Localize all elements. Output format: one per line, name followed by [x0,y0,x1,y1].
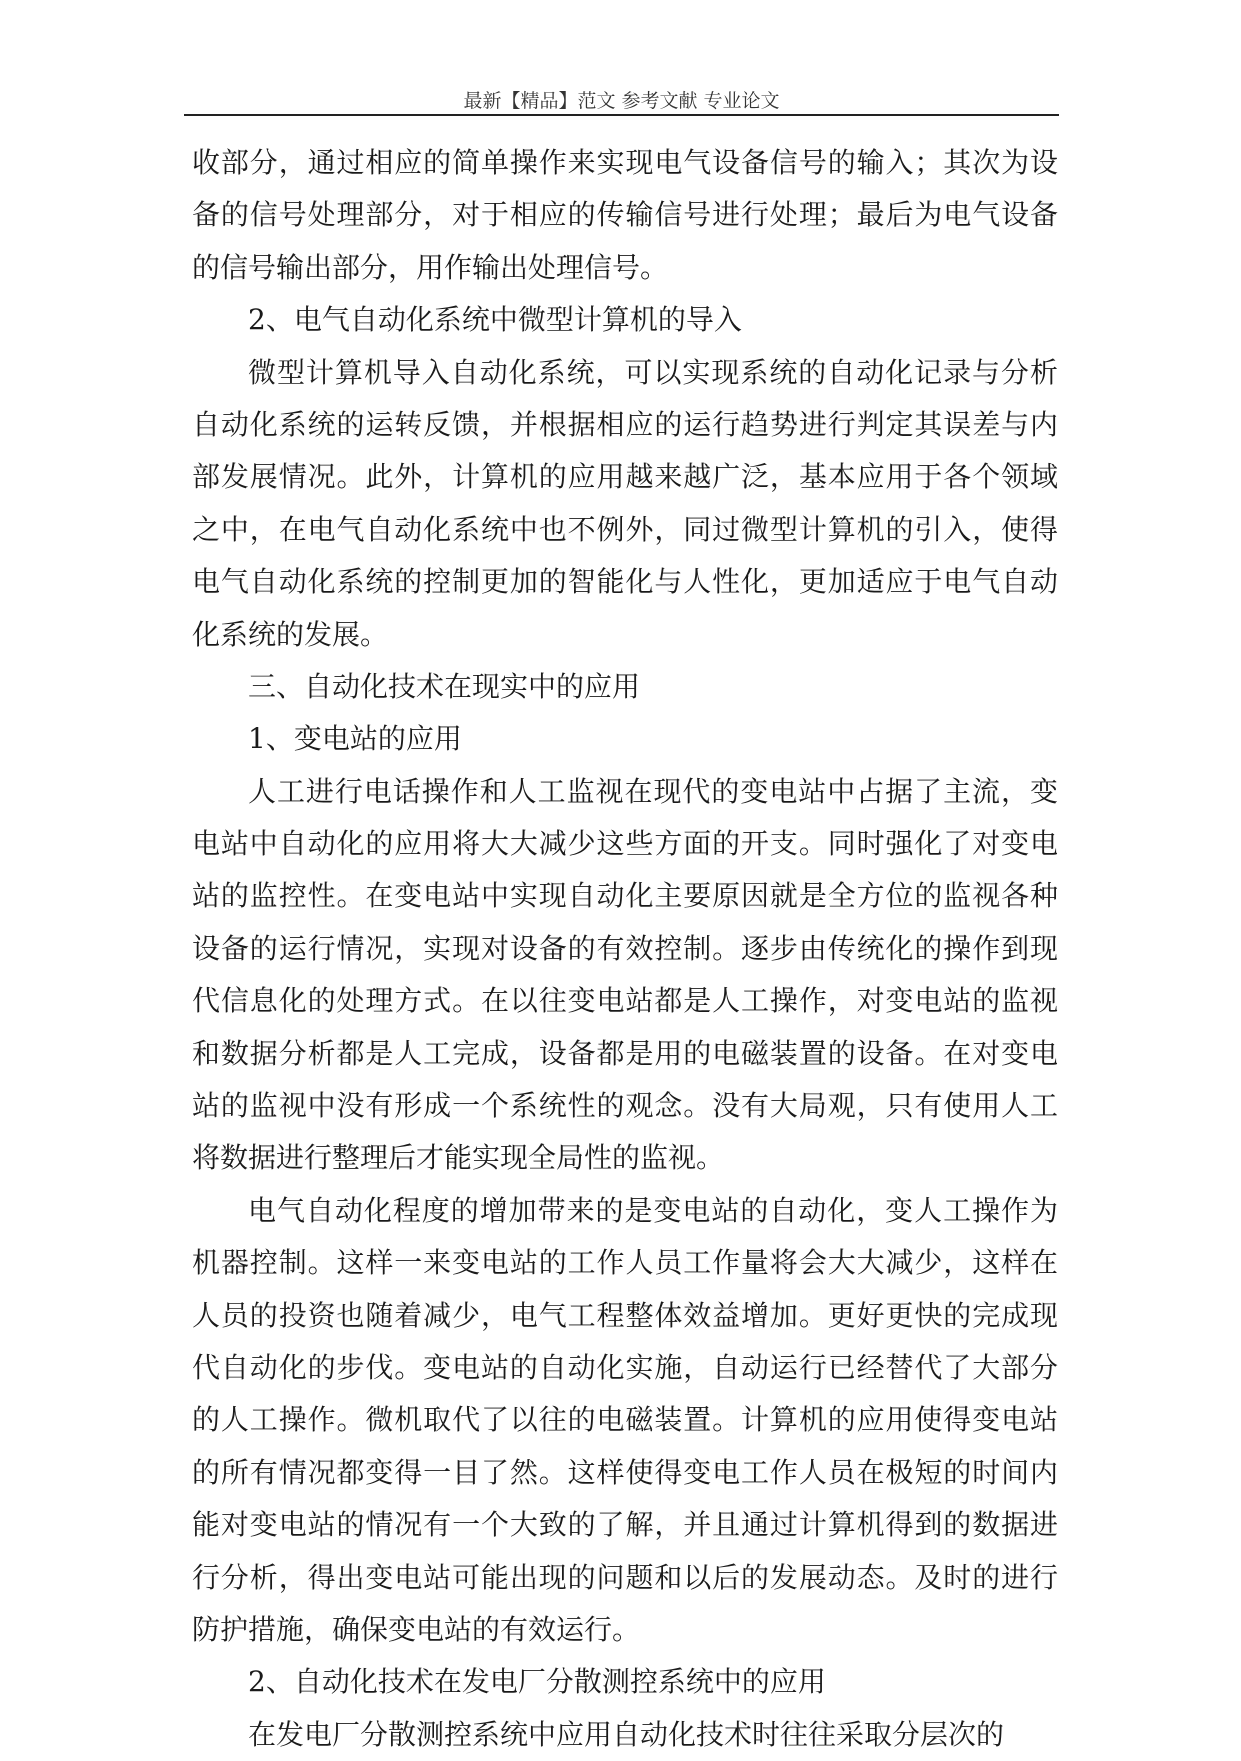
text-line: 人员的投资也随着减少，电气工程整体效益增加。更好更快的完成现 [192,1298,1058,1332]
text-line: 电气自动化程度的增加带来的是变电站的自动化，变人工操作为 [248,1193,1058,1227]
text-line: 的人工操作。微机取代了以往的电磁装置。计算机的应用使得变电站 [192,1403,1058,1437]
text-line: 防护措施，确保变电站的有效运行。 [192,1612,641,1646]
text-line: 收部分，通过相应的简单操作来实现电气设备信号的输入；其次为设 [192,146,1058,179]
document-body [192,137,1058,1761]
text-line: 的信号输出部分，用作输出处理信号。 [192,250,669,284]
text-line: 代信息化的处理方式。在以往变电站都是人工操作，对变电站的监视 [192,984,1058,1018]
text-line: 之中，在电气自动化系统中也不例外，同过微型计算机的引入，使得 [192,512,1058,546]
text-line: 的所有情况都变得一目了然。这样使得变电工作人员在极短的时间内 [192,1455,1058,1489]
text-line: 站的监视中没有形成一个系统性的观念。没有大局观，只有使用人工 [192,1089,1058,1123]
text-line: 微型计算机导入自动化系统，可以实现系统的自动化记录与分析 [248,355,1058,389]
text-line: 化系统的发展。 [192,617,389,651]
section-heading: 2、电气自动化系统中微型计算机的导入 [248,303,742,337]
text-line: 备的信号处理部分，对于相应的传输信号进行处理；最后为电气设备 [192,198,1058,232]
text-line: 自动化系统的运转反馈，并根据相应的运行趋势进行判定其误差与内 [192,407,1058,441]
text-line: 能对变电站的情况有一个大致的了解，并且通过计算机得到的数据进 [192,1508,1058,1542]
section-heading: 2、自动化技术在发电厂分散测控系统中的应用 [248,1665,826,1699]
text-line: 人工进行电话操作和人工监视在现代的变电站中占据了主流，变 [248,774,1058,808]
text-line: 站的监控性。在变电站中实现自动化主要原因就是全方位的监视各种 [192,879,1058,913]
text-line: 机器控制。这样一来变电站的工作人员工作量将会大大减少，这样在 [192,1246,1058,1280]
text-line: 将数据进行整理后才能实现全局性的监视。 [192,1141,725,1175]
text-line: 在发电厂分散测控系统中应用自动化技术时往往采取分层次的 [248,1717,1005,1751]
text-line: 和数据分析都是人工完成，设备都是用的电磁装置的设备。在对变电 [192,1036,1058,1070]
text-line: 电站中自动化的应用将大大减少这些方面的开支。同时强化了对变电 [192,827,1058,861]
text-line: 设备的运行情况，实现对设备的有效控制。逐步由传统化的操作到现 [192,931,1058,965]
text-line: 行分析，得出变电站可能出现的问题和以后的发展动态。及时的进行 [192,1560,1058,1594]
header-divider [184,114,1059,116]
section-heading: 三、自动化技术在现实中的应用 [248,669,641,703]
page-header: 最新【精品】范文 参考文献 专业论文 [463,90,780,112]
section-heading: 1、变电站的应用 [248,722,462,756]
text-line: 代自动化的步伐。变电站的自动化实施，自动运行已经替代了大部分 [192,1350,1058,1384]
text-line: 电气自动化系统的控制更加的智能化与人性化，更加适应于电气自动 [192,565,1058,599]
text-line: 部发展情况。此外，计算机的应用越来越广泛，基本应用于各个领域 [192,460,1058,494]
